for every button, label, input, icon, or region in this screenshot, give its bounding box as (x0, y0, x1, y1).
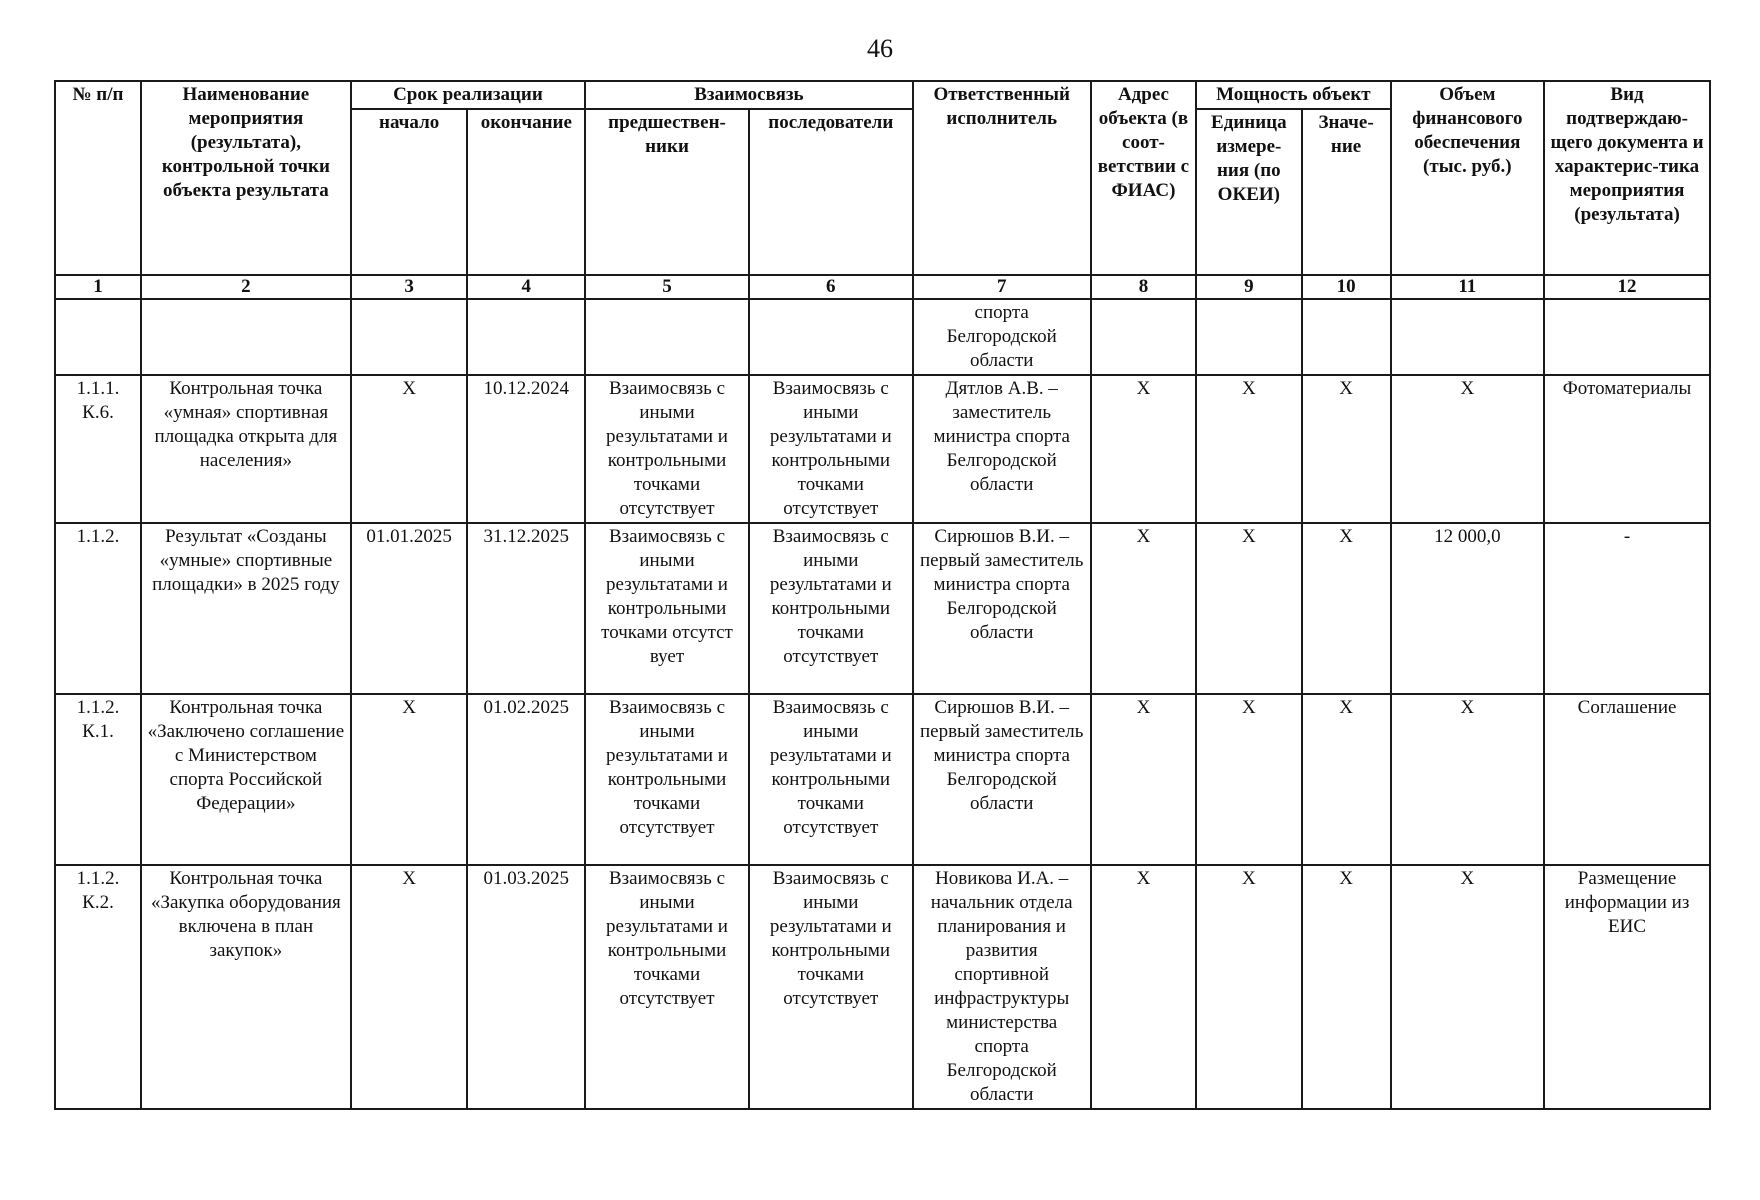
cell-document: Соглашение (1544, 694, 1710, 865)
header-address: Адрес объекта (в соот-ветствии с ФИАС) (1091, 81, 1196, 275)
cell-responsible: спорта Белгородской области (913, 299, 1091, 375)
cell-value: Х (1302, 694, 1391, 865)
column-number: 8 (1091, 275, 1196, 299)
column-number: 3 (351, 275, 468, 299)
header-num: № п/п (55, 81, 141, 275)
cell-document (1544, 299, 1710, 375)
column-number: 2 (141, 275, 351, 299)
header-value: Значе-ние (1302, 109, 1391, 275)
column-number: 6 (749, 275, 913, 299)
cell-predecessors: Взаимосвязь с иными результатами и контрольными точками отсутст вует (585, 523, 749, 694)
table-header (55, 81, 1710, 299)
header-term-group: Срок реализации (351, 81, 585, 109)
column-number: 9 (1196, 275, 1301, 299)
cell-address: Х (1091, 694, 1196, 865)
cell-predecessors: Взаимосвязь с иными результатами и контрольными точками отсутствует (585, 694, 749, 865)
cell-finance: Х (1391, 865, 1545, 1109)
cell-finance (1391, 299, 1545, 375)
header-link-group: Взаимосвязь (585, 81, 913, 109)
cell-num: 1.1.1. К.6. (55, 375, 141, 523)
cell-name: Результат «Созданы «умные» спортивные площадки» в 2025 году (141, 523, 351, 694)
cell-end (467, 299, 585, 375)
cell-unit (1196, 299, 1301, 375)
header-document: Вид подтверждаю-щего документа и характерис-тика мероприятия (результата) (1544, 81, 1710, 275)
cell-name: Контрольная точка «Закупка оборудования включена в план закупок» (141, 865, 351, 1109)
cell-responsible: Дятлов А.В. – заместитель министра спорта Белгородской области (913, 375, 1091, 523)
cell-num: 1.1.2. К.1. (55, 694, 141, 865)
cell-predecessors (585, 299, 749, 375)
header-responsible: Ответственный исполнитель (913, 81, 1091, 275)
header-start: начало (351, 109, 468, 275)
plan-table (54, 80, 1711, 1110)
cell-successors: Взаимосвязь с иными результатами и контрольными точками отсутствует (749, 694, 913, 865)
header-predecessors: предшествен-ники (585, 109, 749, 275)
cell-address: Х (1091, 523, 1196, 694)
cell-finance: 12 000,0 (1391, 523, 1545, 694)
cell-end: 31.12.2025 (467, 523, 585, 694)
cell-unit: Х (1196, 375, 1301, 523)
cell-finance: Х (1391, 694, 1545, 865)
column-number: 12 (1544, 275, 1710, 299)
header-finance: Объем финансового обеспечения (тыс. руб.) (1391, 81, 1545, 275)
cell-document: Фотоматериалы (1544, 375, 1710, 523)
cell-start: Х (351, 694, 468, 865)
cell-value: Х (1302, 865, 1391, 1109)
cell-successors (749, 299, 913, 375)
cell-unit: Х (1196, 865, 1301, 1109)
table-row (55, 375, 1710, 523)
cell-successors: Взаимосвязь с иными результатами и контрольными точками отсутствует (749, 865, 913, 1109)
table-row (55, 523, 1710, 694)
table-body (55, 299, 1710, 1109)
cell-document: Размещение информации из ЕИС (1544, 865, 1710, 1109)
page-number: 46 (867, 34, 893, 63)
cell-responsible: Сирюшов В.И. – первый заместитель министра спорта Белгородской области (913, 694, 1091, 865)
cell-successors: Взаимосвязь с иными результатами и контрольными точками отсутствует (749, 375, 913, 523)
header-capacity-group: Мощность объект (1196, 81, 1390, 109)
cell-responsible: Сирюшов В.И. – первый заместитель министра спорта Белгородской области (913, 523, 1091, 694)
table-row (55, 694, 1710, 865)
cell-finance: Х (1391, 375, 1545, 523)
cell-address: Х (1091, 865, 1196, 1109)
column-number: 4 (467, 275, 585, 299)
cell-value: Х (1302, 523, 1391, 694)
cell-address (1091, 299, 1196, 375)
cell-value (1302, 299, 1391, 375)
cell-successors: Взаимосвязь с иными результатами и контрольными точками отсутствует (749, 523, 913, 694)
cell-start: Х (351, 375, 468, 523)
cell-end: 01.02.2025 (467, 694, 585, 865)
cell-num: 1.1.2. К.2. (55, 865, 141, 1109)
cell-num (55, 299, 141, 375)
cell-num: 1.1.2. (55, 523, 141, 694)
header-successors: последователи (749, 109, 913, 275)
column-number: 5 (585, 275, 749, 299)
header-unit: Единица измере-ния (по ОКЕИ) (1196, 109, 1301, 275)
cell-unit: Х (1196, 523, 1301, 694)
cell-end: 10.12.2024 (467, 375, 585, 523)
header-end: окончание (467, 109, 585, 275)
cell-name (141, 299, 351, 375)
table-row (55, 865, 1710, 1109)
column-number: 7 (913, 275, 1091, 299)
cell-unit: Х (1196, 694, 1301, 865)
cell-address: Х (1091, 375, 1196, 523)
column-number: 10 (1302, 275, 1391, 299)
column-numbers-row (55, 275, 1710, 299)
cell-start (351, 299, 468, 375)
cell-name: Контрольная точка «умная» спортивная площадка открыта для населения» (141, 375, 351, 523)
cell-start: Х (351, 865, 468, 1109)
cell-start: 01.01.2025 (351, 523, 468, 694)
header-name: Наименование мероприятия (результата), контрольной точки объекта результата (141, 81, 351, 275)
cell-document: - (1544, 523, 1710, 694)
cell-predecessors: Взаимосвязь с иными результатами и контрольными точками отсутствует (585, 865, 749, 1109)
cell-name: Контрольная точка «Заключено соглашение с Министерством спорта Российской Федерации» (141, 694, 351, 865)
cell-value: Х (1302, 375, 1391, 523)
column-number: 1 (55, 275, 141, 299)
cell-responsible: Новикова И.А. – начальник отдела планирования и развития спортивной инфраструктуры министерства спорта Белгородской области (913, 865, 1091, 1109)
cell-end: 01.03.2025 (467, 865, 585, 1109)
table-row (55, 299, 1710, 375)
cell-predecessors: Взаимосвязь с иными результатами и контрольными точками отсутствует (585, 375, 749, 523)
column-number: 11 (1391, 275, 1545, 299)
